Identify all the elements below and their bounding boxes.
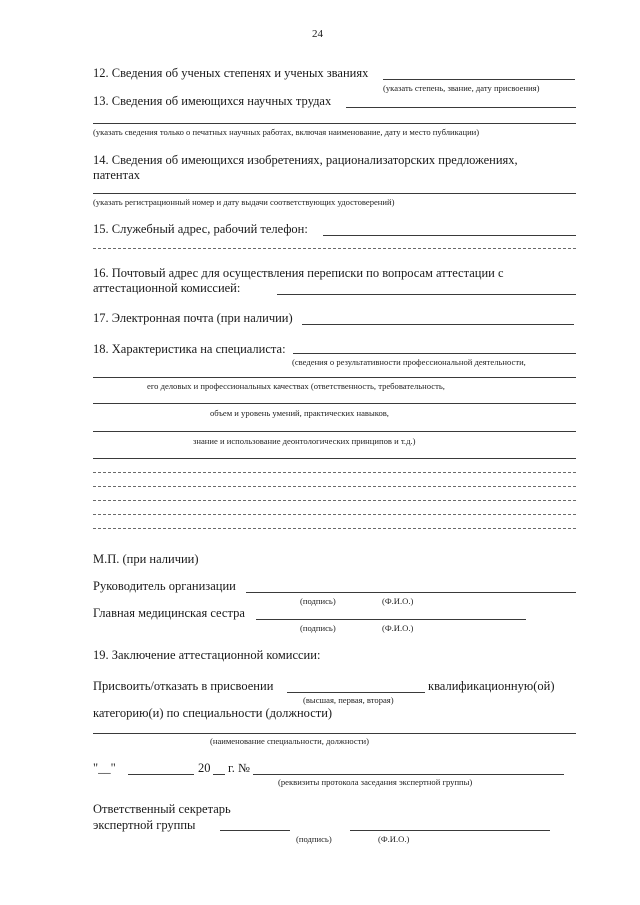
section-18-line-8[interactable] [93, 514, 576, 515]
nurse-signature-field[interactable] [256, 619, 526, 620]
secretary-fio-field[interactable] [350, 830, 550, 831]
secretary-sign-hint: (подпись) [296, 834, 332, 844]
specialty-field[interactable] [93, 733, 576, 734]
head-signature-field[interactable] [246, 592, 576, 593]
category-field[interactable] [287, 692, 425, 693]
section-16-field[interactable] [277, 294, 576, 295]
section-18-line-1[interactable] [93, 377, 576, 378]
section-18-line-2[interactable] [93, 403, 576, 404]
assign-label: Присвоить/отказать в присвоении [93, 679, 274, 693]
page-number: 24 [312, 28, 323, 40]
category-specialty-label: категорию(и) по специальности (должности) [93, 706, 333, 720]
section-14-hint: (указать регистрационный номер и дату выдачи соответствующих удостоверений) [93, 197, 395, 207]
secretary-label-line1: Ответственный секретарь [93, 802, 231, 816]
section-12-hint: (указать степень, звание, дату присвоения) [383, 83, 540, 93]
section-18-line-6[interactable] [93, 486, 576, 487]
section-13-field-line[interactable] [93, 123, 576, 124]
nurse-sign-hint: (подпись) [300, 623, 336, 633]
section-16-label-line1: 16. Почтовый адрес для осуществления переписки по вопросам аттестации с [93, 266, 504, 280]
section-18-line-4[interactable] [93, 458, 576, 459]
year-suffix: г. № [228, 761, 250, 775]
qualification-label: квалификационную(ой) [428, 679, 555, 693]
section-17-field[interactable] [302, 324, 574, 325]
section-18-line-5[interactable] [93, 472, 576, 473]
section-15-label: 15. Служебный адрес, рабочий телефон: [93, 222, 308, 236]
section-14-label-line2: патентах [93, 168, 141, 182]
date-day-quote: "__" [93, 761, 116, 775]
specialty-hint: (наименование специальности, должности) [210, 736, 369, 746]
section-18-line-7[interactable] [93, 500, 576, 501]
section-19-label: 19. Заключение аттестационной комиссии: [93, 648, 321, 662]
year-prefix: 20 [198, 761, 211, 775]
section-17-label: 17. Электронная почта (при наличии) [93, 311, 293, 325]
year-field[interactable] [213, 774, 225, 775]
section-18-line-9[interactable] [93, 528, 576, 529]
nurse-fio-hint: (Ф.И.О.) [382, 623, 414, 633]
nurse-signature-label: Главная медицинская сестра [93, 606, 245, 620]
section-14-field[interactable] [93, 193, 576, 194]
section-18-hint-2: его деловых и профессиональных качествах (ответственность, требовательность, [147, 381, 445, 391]
section-16-label-line2: аттестационной комиссией: [93, 281, 241, 295]
protocol-field[interactable] [253, 774, 564, 775]
section-13-field[interactable] [346, 107, 576, 108]
protocol-hint: (реквизиты протокола заседания экспертной группы) [278, 777, 473, 787]
section-13-hint: (указать сведения только о печатных научных работах, включая наименование, дату и место публикации) [93, 127, 480, 137]
section-12-label: 12. Сведения об ученых степенях и ученых званиях [93, 66, 369, 80]
section-18-field[interactable] [293, 353, 576, 354]
secretary-label-line2: экспертной группы [93, 818, 196, 832]
head-signature-label: Руководитель организации [93, 579, 236, 593]
section-15-field[interactable] [323, 235, 576, 236]
section-12-field[interactable] [383, 79, 575, 80]
section-13-label: 13. Сведения об имеющихся научных трудах [93, 94, 332, 108]
category-hint: (высшая, первая, вторая) [303, 695, 394, 705]
stamp-place-label: М.П. (при наличии) [93, 552, 199, 566]
secretary-fio-hint: (Ф.И.О.) [378, 834, 410, 844]
section-18-hint-3: объем и уровень умений, практических навыков, [210, 408, 389, 418]
section-18-hint-4: знание и использование деонтологических принципов и т.д.) [193, 436, 416, 446]
section-14-label-line1: 14. Сведения об имеющихся изобретениях, рационализаторских предложениях, [93, 153, 518, 167]
head-fio-hint: (Ф.И.О.) [382, 596, 414, 606]
secretary-signature-field[interactable] [220, 830, 290, 831]
date-month-field[interactable] [128, 774, 194, 775]
section-18-line-3[interactable] [93, 431, 576, 432]
section-15-field-line[interactable] [93, 248, 576, 249]
section-18-hint-1: (сведения о результативности профессиональной деятельности, [292, 357, 526, 367]
head-sign-hint: (подпись) [300, 596, 336, 606]
section-18-label: 18. Характеристика на специалиста: [93, 342, 286, 356]
